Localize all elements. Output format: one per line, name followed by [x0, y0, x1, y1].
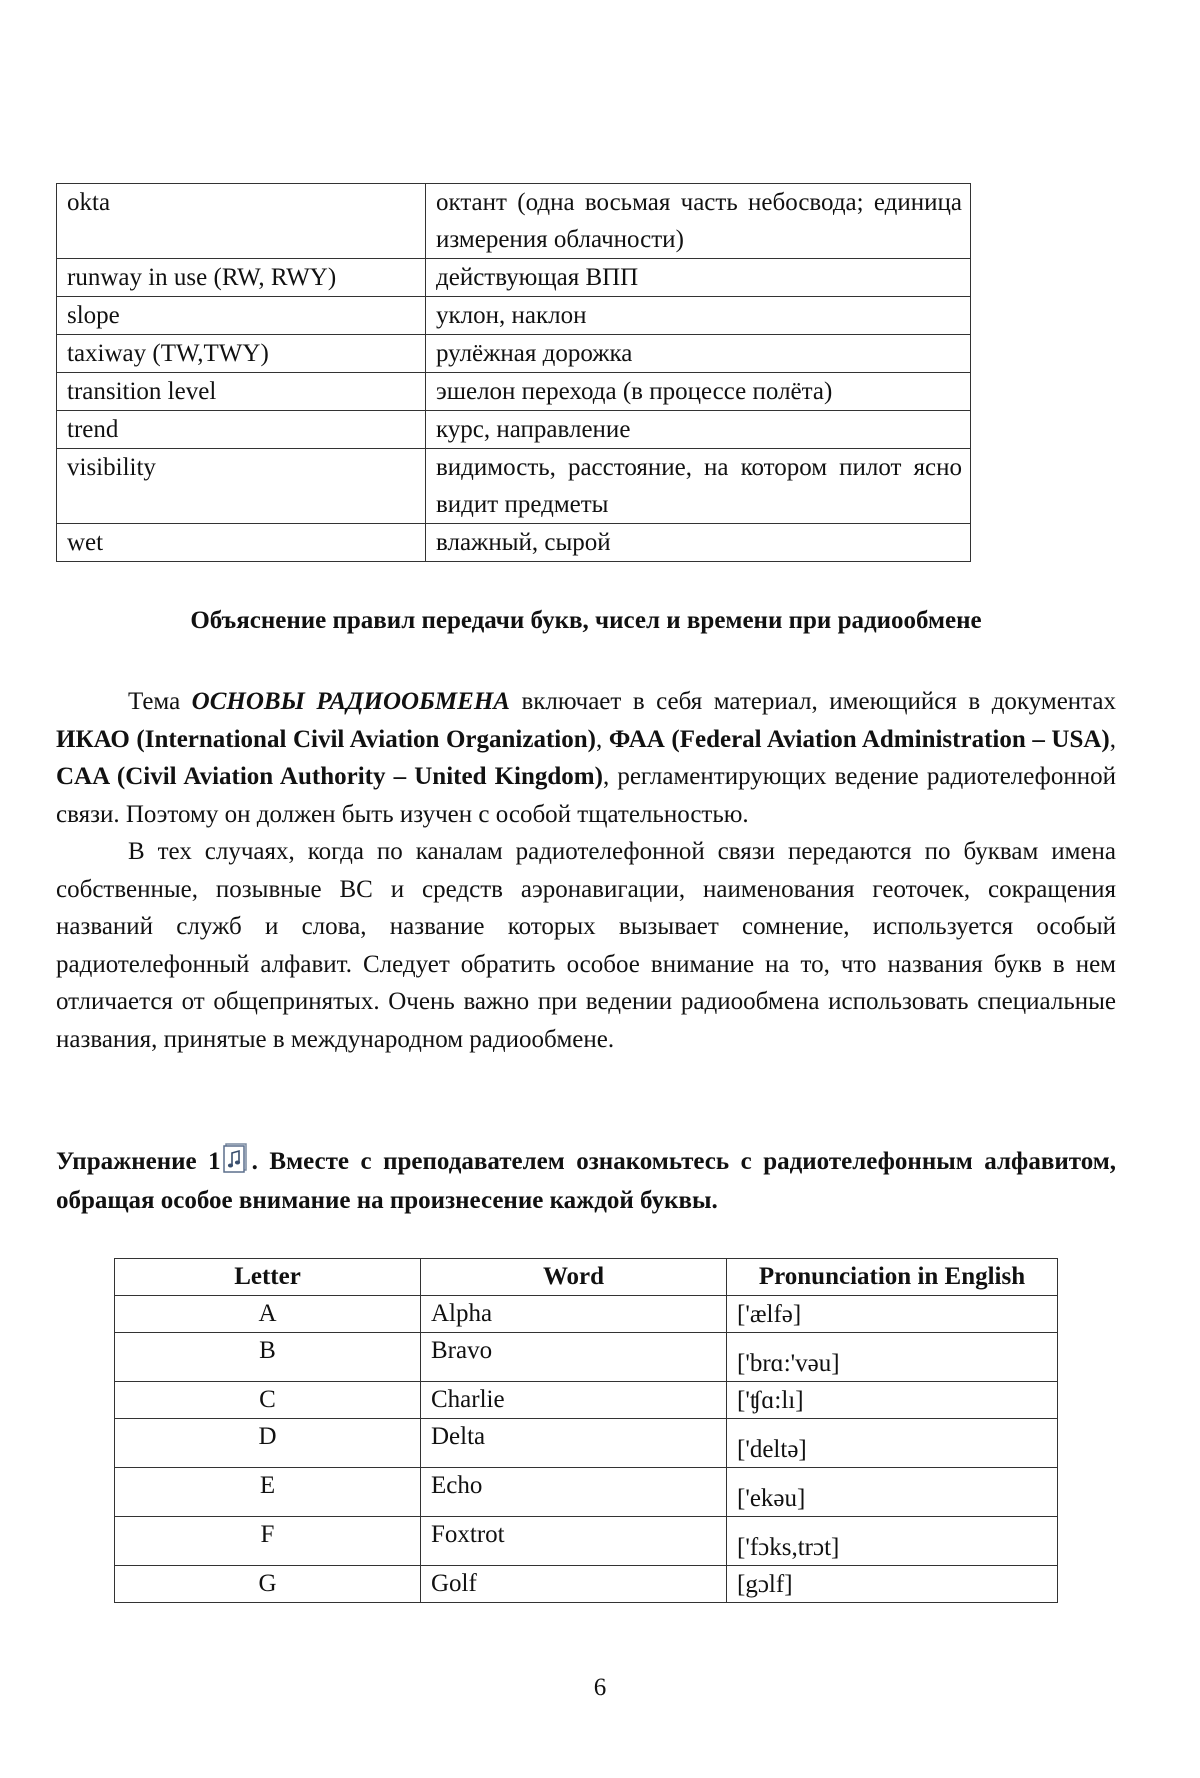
column-header-letter: Letter	[115, 1259, 421, 1296]
translation-cell: уклон, наклон	[426, 297, 971, 335]
translation-cell: влажный, сырой	[426, 524, 971, 562]
organization-name: ФАА (Federal Aviation Administration – USA)	[608, 725, 1110, 753]
page-number: 6	[593, 1674, 607, 1701]
translation-cell: эшелон перехода (в процессе полёта)	[426, 373, 971, 411]
translation-cell: октант (одна восьмая часть небосвода; единица измерения облачности)	[426, 184, 971, 259]
text-span: ,	[1109, 725, 1117, 753]
translation-cell: видимость, расстояние, на котором пилот ясно видит предметы	[426, 449, 971, 524]
pronunciation-cell: ['brɑ:'vəu]	[727, 1333, 1058, 1382]
table-row	[115, 1382, 1058, 1419]
table-row	[115, 1566, 1058, 1603]
table-row	[115, 1468, 1058, 1517]
pronunciation-cell: ['ælfə]	[727, 1296, 1058, 1333]
translation-cell: рулёжная дорожка	[426, 335, 971, 373]
paragraph: В тех случаях, когда по каналам радиотелефонной связи передаются по буквам имена собственные, позывные ВС и средств аэронавигации, наименования геоточек, сокращения названий служб и слова, название которых вызывает сомнение, используется особый радиотелефонный алфавит. Следует обратить особое внимание на то, что названия букв в нем отличается от общепринятых. Очень важно при ведении радиообмена использовать специальные названия, принятые в международном радиообмене.	[56, 838, 1116, 1053]
table-row	[115, 1333, 1058, 1382]
table-row	[57, 449, 971, 524]
word-cell: Golf	[421, 1566, 727, 1603]
table-row	[115, 1296, 1058, 1333]
pronunciation-cell: ['ʧɑ:lı]	[727, 1382, 1058, 1419]
table-row	[57, 184, 971, 259]
term-cell: taxiway (TW,TWY)	[57, 335, 426, 373]
word-cell: Bravo	[421, 1333, 727, 1382]
word-cell: Alpha	[421, 1296, 727, 1333]
body-text	[56, 683, 1116, 1058]
section-heading: Объяснение правил передачи букв, чисел и времени при радиообмене	[190, 607, 982, 634]
table-row	[115, 1419, 1058, 1468]
table-row	[57, 335, 971, 373]
exercise-instruction	[56, 1142, 1116, 1220]
letter-cell: C	[115, 1382, 421, 1419]
translation-cell: действующая ВПП	[426, 259, 971, 297]
term-cell: trend	[57, 411, 426, 449]
paragraph	[56, 683, 1116, 833]
pronunciation-cell: ['deltə]	[727, 1419, 1058, 1468]
exercise-text: . Вместе с преподавателем ознакомьтесь с радиотелефонным алфавитом, обращая особое внимание на произнесение каждой буквы.	[56, 1148, 1117, 1214]
text-span: включает в себя материал, имеющийся в документах	[509, 688, 1116, 715]
translation-cell: курс, направление	[426, 411, 971, 449]
letter-cell: F	[115, 1517, 421, 1566]
pronunciation-cell: ['fɔks,trɔt]	[727, 1517, 1058, 1566]
organization-name: ИКАО (International Civil Aviation Organization)	[56, 725, 596, 753]
letter-cell: E	[115, 1468, 421, 1517]
word-cell: Delta	[421, 1419, 727, 1468]
audio-file-icon[interactable]	[223, 1143, 250, 1173]
vocabulary-table	[56, 183, 971, 562]
term-cell: okta	[57, 184, 426, 259]
text-span: , регламентирующих ведение радиотелефонной связи. Поэтому он должен быть изучен с особой тщательностью.	[56, 763, 1116, 828]
word-cell: Echo	[421, 1468, 727, 1517]
column-header-pronunciation: Pronunciation in English	[727, 1259, 1058, 1296]
pronunciation-cell: [gɔlf]	[727, 1566, 1058, 1603]
table-row	[57, 411, 971, 449]
term-cell: transition level	[57, 373, 426, 411]
topic-name: ОСНОВЫ РАДИООБМЕНА	[191, 688, 510, 715]
text-span: ,	[595, 725, 609, 753]
table-row	[57, 297, 971, 335]
letter-cell: B	[115, 1333, 421, 1382]
word-cell: Foxtrot	[421, 1517, 727, 1566]
text-span: Тема	[128, 688, 192, 715]
term-cell: visibility	[57, 449, 426, 524]
table-row	[57, 373, 971, 411]
term-cell: slope	[57, 297, 426, 335]
letter-cell: G	[115, 1566, 421, 1603]
word-cell: Charlie	[421, 1382, 727, 1419]
phonetic-alphabet-table	[114, 1258, 1058, 1603]
term-cell: runway in use (RW, RWY)	[57, 259, 426, 297]
exercise-label: Упражнение 1	[56, 1148, 221, 1175]
table-row	[57, 524, 971, 562]
table-row	[115, 1517, 1058, 1566]
letter-cell: A	[115, 1296, 421, 1333]
column-header-word: Word	[421, 1259, 727, 1296]
pronunciation-cell: ['ekəu]	[727, 1468, 1058, 1517]
term-cell: wet	[57, 524, 426, 562]
table-row	[57, 259, 971, 297]
table-header-row	[115, 1259, 1058, 1296]
letter-cell: D	[115, 1419, 421, 1468]
organization-name: CAA (Civil Aviation Authority – United Kingdom)	[56, 763, 603, 790]
